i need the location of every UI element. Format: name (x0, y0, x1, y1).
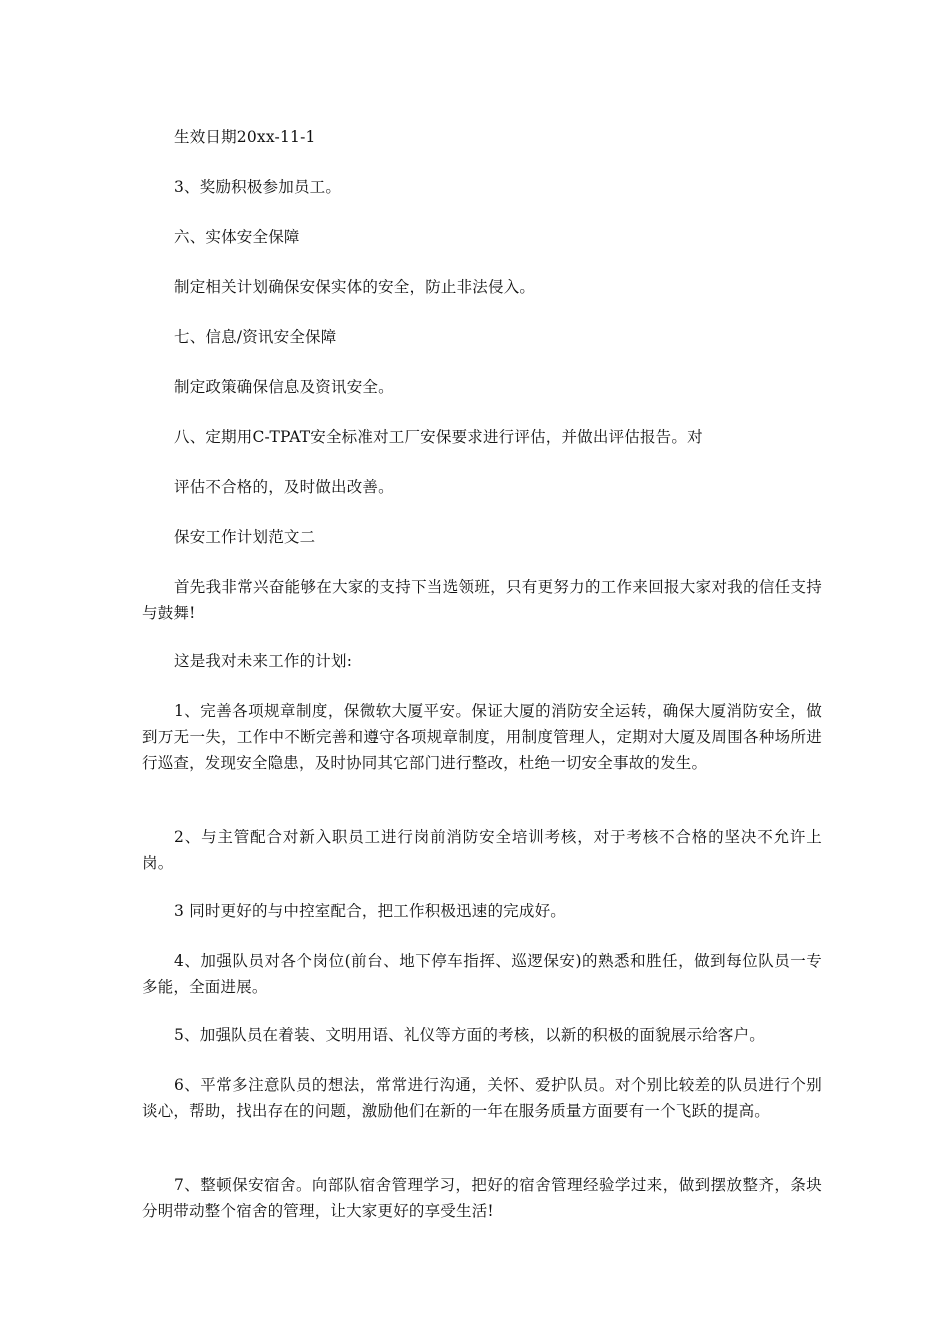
effective-date-line: 生效日期20xx-11-1 (174, 128, 316, 146)
plan-item-7: 7、整顿保安宿舍。向部队宿舍管理学习，把好的宿舍管理经验学过来，做到摆放整齐，条块分明带动整个宿舍的管理，让大家更好的享受生活! (142, 1176, 822, 1220)
section-eight-heading: 八、定期用C-TPAT安全标准对工厂安保要求进行评估，并做出评估报告。对 (174, 428, 703, 446)
section-seven-heading: 七、信息/资讯安全保障 (174, 328, 337, 346)
intro-paragraph: 首先我非常兴奋能够在大家的支持下当选领班，只有更努力的工作来回报大家对我的信任支持与鼓舞! (142, 578, 822, 622)
plan-item-5: 5、加强队员在着装、文明用语、礼仪等方面的考核，以新的积极的面貌展示给客户。 (174, 1026, 765, 1044)
plan-item-6: 6、平常多注意队员的想法，常常进行沟通，关怀、爱护队员。对个别比较差的队员进行个别谈心，帮助，找出存在的问题，激励他们在新的一年在服务质量方面要有一个飞跃的提高。 (142, 1076, 822, 1120)
reward-item-line: 3、奖励积极参加员工。 (174, 178, 342, 196)
section-seven-text: 制定政策确保信息及资讯安全。 (174, 378, 394, 396)
section-six-text: 制定相关计划确保安保实体的安全，防止非法侵入。 (174, 278, 536, 296)
plan-lead-paragraph: 这是我对未来工作的计划: (174, 652, 353, 670)
section-six-heading: 六、实体安全保障 (174, 228, 300, 246)
plan-item-4: 4、加强队员对各个岗位(前台、地下停车指挥、巡逻保安)的熟悉和胜任，做到每位队员一专多能，全面进展。 (142, 952, 822, 996)
sample-two-title: 保安工作计划范文二 (174, 528, 316, 546)
plan-item-2: 2、与主管配合对新入职员工进行岗前消防安全培训考核，对于考核不合格的坚决不允许上岗。 (142, 828, 822, 872)
plan-item-1: 1、完善各项规章制度，保微软大厦平安。保证大厦的消防安全运转，确保大厦消防安全，做到万无一失，工作中不断完善和遵守各项规章制度，用制度管理人，定期对大厦及周围各种场所进行巡查，发现安全隐患，及时协同其它部门进行整改，杜绝一切安全事故的发生。 (142, 702, 822, 772)
plan-item-3: 3 同时更好的与中控室配合，把工作积极迅速的完成好。 (174, 902, 566, 920)
section-eight-continuation: 评估不合格的，及时做出改善。 (174, 478, 394, 496)
